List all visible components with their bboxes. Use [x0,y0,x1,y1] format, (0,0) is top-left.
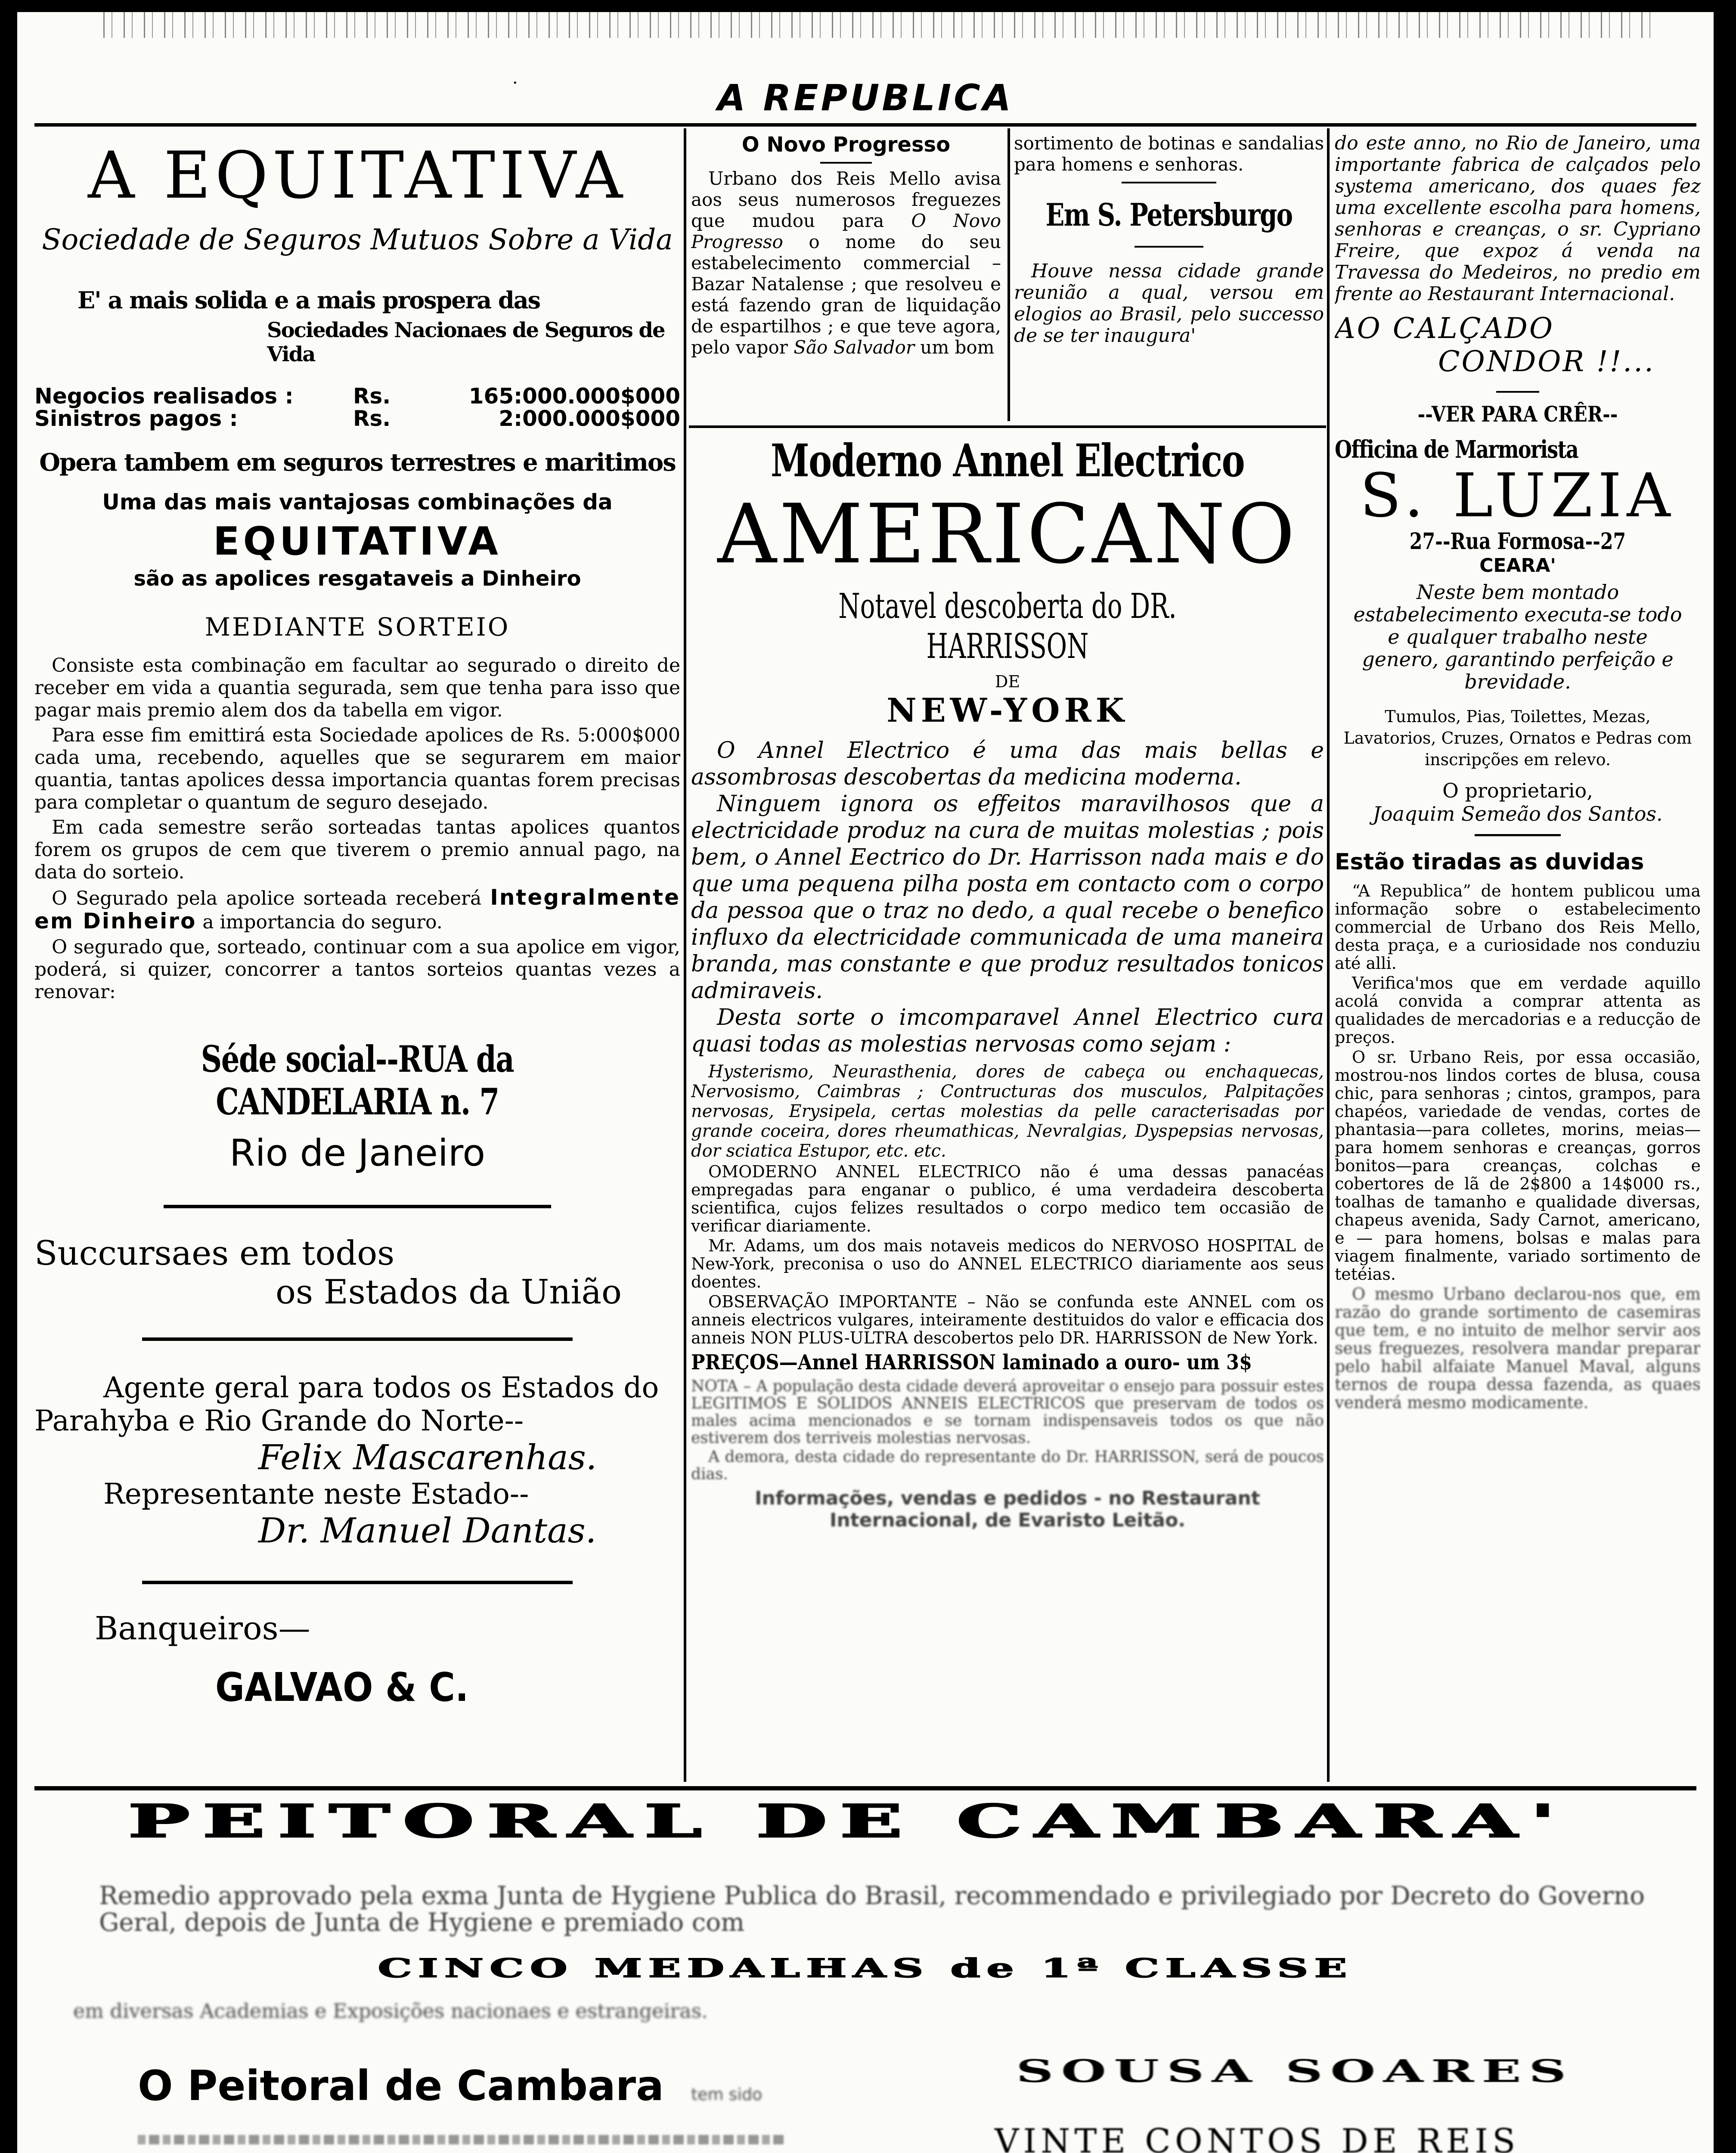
masthead: A REPUBLICA [717,77,1014,119]
annel-title3: Notavel descoberta do DR. HARRISSON [838,586,1177,666]
column-rule-2 [1008,128,1010,421]
novo-p1b: O Novo Progresso [691,210,1001,252]
petersburgo-rule2 [1135,246,1203,248]
equitativa-subtitle: Sociedade de Seguros Mutuos Sobre a Vida [42,223,673,256]
peitoral-line2: em diversas Academias e Exposições nacionaes e estrangeiras. [73,1999,708,2023]
mediante-sorteio: MEDIANTE SORTEIO [205,612,510,642]
duvidas-p2: Verifica'mos que em verdade aquillo acolá convida a comprar attenta as qualidades de mercadorias e a reducção de preços. [1335,974,1701,1047]
rio-de-janeiro: Rio de Janeiro [229,1132,485,1175]
annel-p4: OMODERNO ANNEL ELECTRICO não é uma dessas panacéas empregadas para enganar o publico, é uma verdadeira descoberta scientifica, cujos felizes resultados o corpo medico tem occasião de verificar diariamente. [691,1162,1324,1235]
agente-name: Felix Mascarenhas. [258,1437,597,1477]
novo-text [691,168,1001,358]
succursaes-1: Succursaes em todos [34,1234,395,1273]
annel-title2: AMERICANO [717,487,1298,582]
petersburgo-cont: sortimento de botinas e sandalias para homens e senhoras. [1014,133,1324,175]
equitativa-p4 [34,886,680,934]
peitoral-sub [138,2062,762,2110]
annel-p2: Ninguem ignora os effeitos maravilhosos que a electricidade produz na cura de muitas molestias ; pois bem, o Annel Eectrico do Dr. Harrisson nada mais e do que uma pequena pilha posta em contacto com o corpo da pessoa que o traz no dedo, a qual recebe o benefico influxo da electricidade communicada de uma maneira branda, mas constante e que produz resultados tonicos admiraveis. [691,791,1324,1004]
petersburgo-text: Houve nessa cidade grande reunião a qual, versou em elogios ao Brasil, pelo successo de se ter inaugura' [1014,260,1324,347]
novo-p1a: Urbano dos Reis Mello avisa aos seus numerosos freguezes que mudou para [691,168,1001,231]
equitativa-divider2 [142,1337,573,1341]
peitoral-ad [34,1795,1696,2153]
scan-line [138,2135,784,2144]
luzia-items: Tumulos, Pias, Toilettes, Mezas, Lavatorios, Cruzes, Ornatos e Pedras com inscripções em relevo. [1343,707,1692,769]
ink-mark: . [512,68,518,88]
duvidas-p1: “A Republica” de hontem publicou uma informação sobre o estabelecimento commercial de Urbano dos Reis Mello, desta praça, e a curiosidade nos conduziu até alli. [1335,881,1701,973]
succursaes-2: os Estados da União [276,1273,622,1312]
novo-progresso [691,133,1001,421]
lower-section-rule [34,1786,1696,1790]
luzia-ceara: CEARA' [1479,555,1556,577]
petersburgo-rule [1122,182,1216,183]
equitativa-tagline1: E' a mais solida e a mais prospera das [78,286,540,314]
scan-noise-top [103,12,1653,38]
vinte-contos: VINTE CONTOS DE REIS [995,2122,1520,2153]
peitoral-left-text [138,2135,870,2153]
masthead-rule [34,123,1696,127]
annel-venda: A demora, desta cidade do representante do Dr. HARRISSON, será de poucos dias. [691,1448,1324,1483]
right-column [1335,133,1701,1782]
peitoral-line1: Remedio approvado pela exma Junta de Hygiene Publica do Brasil, recommendado e privilegiado por Decreto do Governo Geral, depois de Junta de Hygiene e premiado com [99,1881,1645,1937]
annel-p5: Mr. Adams, um dos mais notaveis medicos do NERVOSO HOSPITAL de New-York, preconisa o uso do ANNEL ELECTRICO diariamente aos seus doentes. [691,1236,1324,1291]
annel-p3: Desta sorte o imcomparavel Annel Electrico cura quasi todas as molestias nervosas como sejam : [691,1005,1324,1057]
annel-list: Hysterismo, Neurasthenia, dores de cabeça ou enchaquecas, Nervosismo, Caimbras ; Contructuras dos musculos, Palpitações nervosas, Erysipela, certas molestias da pelle caracterisadas por grande coceira, dores rheumathicas, Nevralgias, Dyspepsias nervosas, dor sciatica Estupor, etc. etc. [691,1062,1324,1161]
equitativa-name2: EQUITATIVA [213,519,502,564]
equitativa-divider3 [142,1581,573,1584]
column-rule-1 [684,128,686,1782]
luzia-prop-name: Joaquim Semeão dos Santos. [1373,802,1663,825]
apolices-line: são as apolices resgataveis a Dinheiro [133,567,581,591]
agente-line2: Parahyba e Rio Grande do Norte-- [34,1404,524,1437]
novo-p1e: um bom [920,337,995,358]
peitoral-title: PEITORAL DE CAMBARA' [128,1795,1569,1848]
agente-line1: Agente geral para todos os Estados do [103,1371,659,1404]
equitativa-stats [34,384,680,431]
annel-city: NEW-YORK [887,691,1128,729]
stat2-currency: Rs. [353,406,391,431]
annel-electrico-ad [691,434,1324,1782]
luzia-ver: --VER PARA CRÊR-- [1417,401,1618,427]
duvidas-p4: O mesmo Urbano declarou-nos que, em razão do grande sortimento de casemiras que tem, e no intuito de melhor servir aos seus freguezes, resolvera mandar preparar pelo habil alfaiate Manuel Maval, alguns ternos de roupa dessa fazenda, as quaes venderá mesmo modicamente. [1335,1284,1701,1412]
annel-de: DE [995,672,1020,691]
calcado-ao: AO CALÇADO [1335,312,1554,345]
sousa-soares-1: SOUSA SOARES [1016,2053,1574,2090]
equitativa-ad [34,133,680,1782]
combo-line: Uma das mais vantajosas combinações da [102,490,613,515]
peitoral-sub-text: O Peitoral de Cambara [138,2062,664,2110]
equitativa-divider1 [164,1205,551,1208]
luzia-prop: O proprietario, [1442,779,1593,802]
stat1-value: 165:000.000$000 [468,384,680,409]
p4-c: a importancia do seguro. [202,911,443,933]
luzia-addr: 27--Rua Formosa--27 [1409,528,1626,555]
novo-title: O Novo Progresso [741,133,951,157]
stat1-currency: Rs. [353,384,391,409]
equitativa-p3: Em cada semestre serão sorteadas tantas apolices quantos forem os grupos de cem que tiverem o premio annual pago, na data do sorteio. [34,816,680,883]
novo-bottom-rule [689,425,1326,428]
annel-p1: O Annel Electrico é uma das mais bellas e assombrosas descobertas da medicina moderna. [691,738,1324,790]
opera-line: Opera tambem em seguros terrestres e maritimos [39,448,676,477]
banqueiros-name: GALVAO & C. [215,1664,469,1710]
representante-name: Dr. Manuel Dantas. [258,1511,597,1551]
peitoral-medalhas: CINCO MEDALHAS de 1ª CLASSE [378,1953,1353,1983]
sede-social: Séde social--RUA da CANDELARIA n. 7 [201,1038,514,1123]
representante-line: Representante neste Estado-- [103,1477,529,1511]
equitativa-title: A EQUITATIVA [88,138,627,213]
novo-dash [820,162,872,164]
equitativa-p2: Para esse fim emittirá esta Sociedade apolices de Rs. 5:000$000 cada uma, recebendo, aquelles que se segurarem em maior quantia, tantas apolices dessa importancia quantas forem precisas para completar o quantum de seguro desejado. [34,724,680,813]
annel-nota: NOTA – A população desta cidade deverá aproveitar o ensejo para possuir estes LEGITIMOS E SOLIDOS ANNEIS ELECTRICOS que preservam de todos os males acima mencionados e se tornam indispensaveis todos os que não estiverem dos terriveis molestias nervosas. [691,1377,1324,1447]
equitativa-p5: O segurado que, sorteado, continuar com a sua apolice em vigor, poderá, si quizer, concorrer a tantos sorteios quantas vezes a renovar: [34,936,680,1003]
novo-p1d: São Salvador [794,337,914,358]
duvidas-title: Estão tiradas as duvidas [1335,849,1644,875]
banqueiros-label: Banqueiros— [95,1610,310,1647]
annel-info1: Informações, vendas e pedidos - no Restaurant [755,1487,1260,1509]
equitativa-tagline2: Sociedades Nacionaes de Seguros de Vida [267,318,665,366]
stat2-label: Sinistros pagos : [34,406,238,431]
luzia-rule [1475,834,1561,836]
luzia-text: Neste bem montado estabelecimento executa-se todo e qualquer trabalho neste genero, garantindo perfeição e brevidade. [1353,580,1682,693]
luzia-officina: Officina de Marmorista [1335,435,1578,464]
column-rule-3 [1327,128,1330,1782]
peitoral-sub-tail: tem sido [691,2085,763,2104]
annel-info2: Internacional, de Evaristo Leitão. [829,1509,1186,1531]
newspaper-page [17,12,1714,2153]
petersburgo [1014,133,1324,421]
calcado-rule [1496,391,1539,393]
calcado-condor: CONDOR !!... [1438,345,1655,378]
p4-a: O Segurado pela apolice sorteada receberá [52,887,482,909]
stat1-label: Negocios realisados : [34,384,294,409]
p4-b: Integralmente em Dinheiro [34,885,680,934]
calcado-text: do este anno, no Rio de Janeiro, uma importante fabrica de calçados pelo systema americano, dos quaes fez uma excellente escolha para homens, senhoras e creanças, o sr. Cypriano Freire, que expoz á venda na Travessa do Medeiros, no predio em frente ao Restaurant Internacional. [1335,133,1701,305]
luzia-title: S. LUZIA [1360,461,1676,531]
duvidas-p3: O sr. Urbano Reis, por essa occasião, mostrou-nos lindos cortes de blusa, cousa chic, para senhoras ; cintos, grampos, para chapéos, variedade de vendas, cortes de phantasia—para colletes, morins, meias—para homem senhoras e creanças, gorros bonitos—para creanças, colchas e cobertores de lã de 2$800 a 14$000 rs., toalhas de tamanho e qualidade diversas, chapeus avenida, Sady Carnot, americano, e — para homens, bolsas e malas para viagem finalmente, variado sortimento de tetéias. [1335,1048,1701,1284]
equitativa-p1: Consiste esta combinação em facultar ao segurado o direito de receber em vida a quantia segurada, sem que tenha para isso que pagar mais premio alem dos da tabella em vigor. [34,655,680,721]
annel-precos: PREÇOS—Annel HARRISSON laminado a ouro- um 3$ [691,1350,1252,1374]
annel-p6: OBSERVAÇÃO IMPORTANTE – Não se confunda este ANNEL com os anneis electricos vulgares, inteiramente destituidos do valor e efficacia dos anneis NON PLUS-ULTRA descobertos pelo DR. HARRISSON de New York. [691,1292,1324,1347]
annel-title1: Moderno Annel Electrico [770,434,1245,487]
stat2-value: 2:000.000$000 [499,406,680,431]
petersburgo-title: Em S. Petersburgo [1045,196,1293,233]
novo-p1c: o nome do seu estabelecimento commercial – Bazar Natalense ; que resolveu e está fazendo gran de liquidação de espartilhos ; e que teve agora, pelo vapor [691,231,1001,358]
